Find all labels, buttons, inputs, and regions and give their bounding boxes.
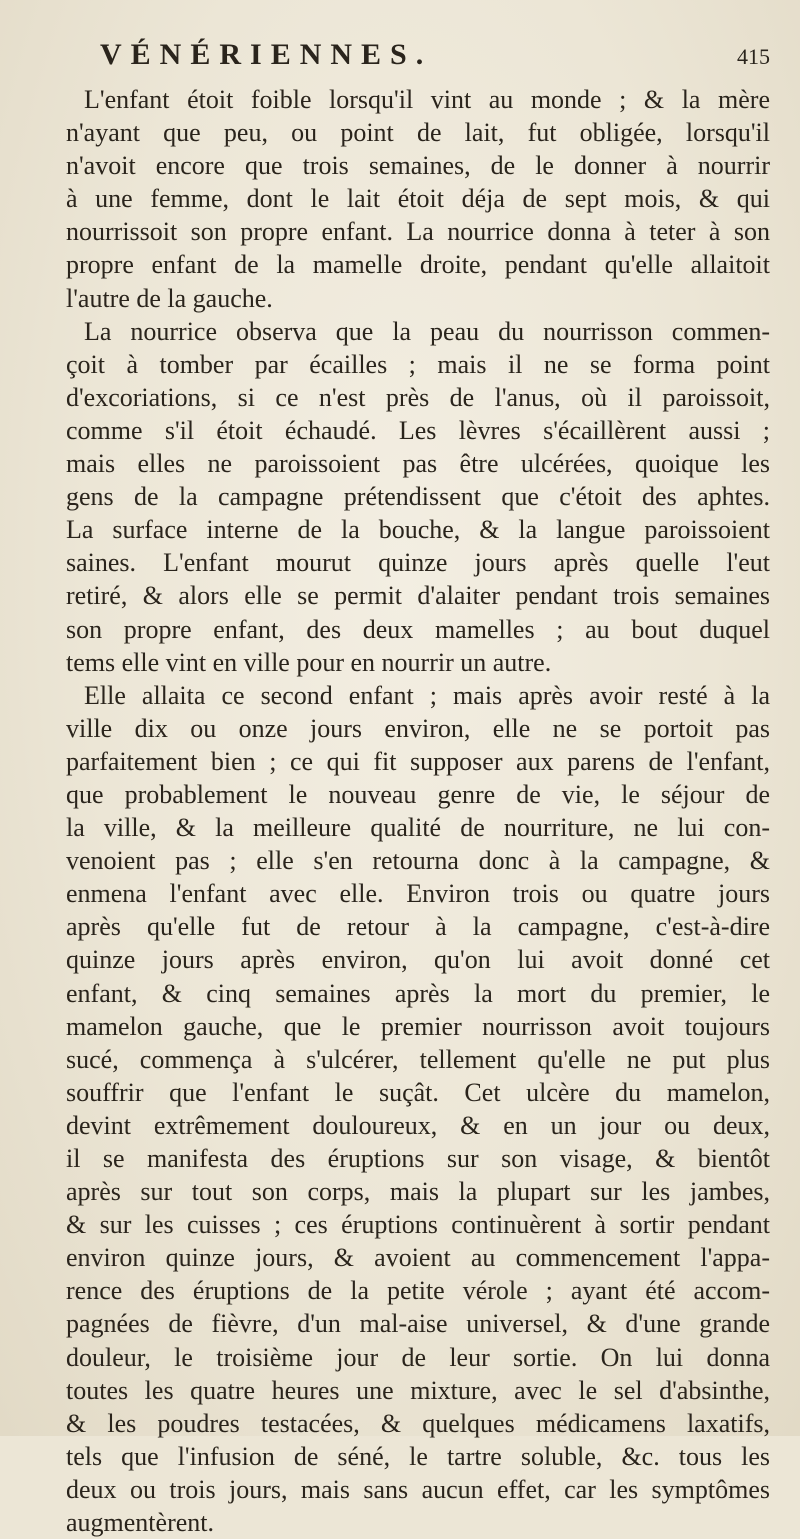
text-line: douleur, le troisième jour de leur sortie. On lui donna [66,1342,770,1372]
text-line: enmena l'enfant avec elle. Environ trois ou quatre jours [66,879,770,909]
text-line: son propre enfant, des deux mamelles ; au bout duquel [66,614,770,644]
text-line: augmentèrent. [66,1508,214,1538]
text-line: comme s'il étoit échaudé. Les lèvres s'écaillèrent aussi ; [66,415,770,445]
page-number: 415 [737,44,770,69]
text-line: & les poudres testacées, & quelques médicamens laxatifs, [66,1408,770,1438]
text-line: rence des éruptions de la petite vérole ; ayant été accom- [66,1276,770,1306]
text-line: L'enfant étoit foible lorsqu'il vint au monde ; & la mère [84,85,770,114]
text-line: mais elles ne paroissoient pas être ulcérées, quoique les [66,449,770,479]
text-line: deux ou trois jours, mais sans aucun effet, car les symptômes [66,1474,770,1504]
text-line: mamelon gauche, que le premier nourrisson avoit toujours [66,1011,770,1041]
text-line: n'avoit encore que trois semaines, de le donner à nourrir [66,151,770,181]
text-line: venoient pas ; elle s'en retourna donc à la campagne, & [66,846,770,876]
text-line: environ quinze jours, & avoient au commencement l'appa- [66,1243,770,1273]
text-line: parfaitement bien ; ce qui fit supposer aux parens de l'enfant, [66,746,770,776]
text-line: gens de la campagne prétendissent que c'étoit des aphtes. [66,482,770,512]
text-line: que probablement le nouveau genre de vie, le séjour de [66,779,770,809]
text-line: n'ayant que peu, ou point de lait, fut obligée, lorsqu'il [66,118,770,148]
text-line: çoit à tomber par écailles ; mais il ne se forma point [66,349,770,379]
text-line: l'autre de la gauche. [66,283,273,313]
text-line: La nourrice observa que la peau du nourrisson commen- [84,316,770,346]
text-line: ville dix ou onze jours environ, elle ne se portoit pas [66,713,770,743]
text-line: après sur tout son corps, mais la plupart sur les jambes, [66,1177,770,1207]
text-line: Elle allaita ce second enfant ; mais après avoir resté à la [84,680,770,710]
text-line: retiré, & alors elle se permit d'alaiter pendant trois semaines [66,581,770,611]
text-line: saines. L'enfant mourut quinze jours après quelle l'eut [66,548,770,578]
text-line: pagnées de fièvre, d'un mal-aise universel, & d'une grande [66,1309,770,1339]
text-line: tels que l'infusion de séné, le tartre soluble, &c. tous les [66,1441,770,1471]
text-line: d'excoriations, si ce n'est près de l'anus, où il paroissoit, [66,382,770,412]
running-head: VÉNÉRIENNES. [100,38,433,71]
text-line: la ville, & la meilleure qualité de nourriture, ne lui con- [66,813,770,843]
text-line: souffrir que l'enfant le suçât. Cet ulcère du mamelon, [66,1077,770,1107]
text-line: quinze jours après environ, qu'on lui avoit donné cet [66,945,770,975]
text-line: enfant, & cinq semaines après la mort du premier, le [66,978,770,1008]
text-line: à une femme, dont le lait étoit déja de sept mois, & qui [66,184,770,214]
page-header [70,38,770,82]
text-line: nourrissoit son propre enfant. La nourrice donna à teter à son [66,217,770,247]
text-line: après qu'elle fut de retour à la campagne, c'est-à-dire [66,912,770,942]
text-line: sucé, commença à s'ulcérer, tellement qu'elle ne put plus [66,1044,770,1074]
text-line: il se manifesta des éruptions sur son visage, & bientôt [66,1144,770,1173]
text-line: toutes les quatre heures une mixture, avec le sel d'absinthe, [66,1375,770,1405]
text-line: tems elle vint en ville pour en nourrir un autre. [66,647,552,677]
text-line: propre enfant de la mamelle droite, pendant qu'elle allaitoit [66,250,770,280]
text-line: devint extrêmement douloureux, & en un jour ou deux, [66,1110,770,1140]
text-line: & sur les cuisses ; ces éruptions continuèrent à sortir pendant [66,1210,770,1240]
body-text [66,83,770,1539]
text-line: La surface interne de la bouche, & la langue paroissoient [66,515,770,545]
